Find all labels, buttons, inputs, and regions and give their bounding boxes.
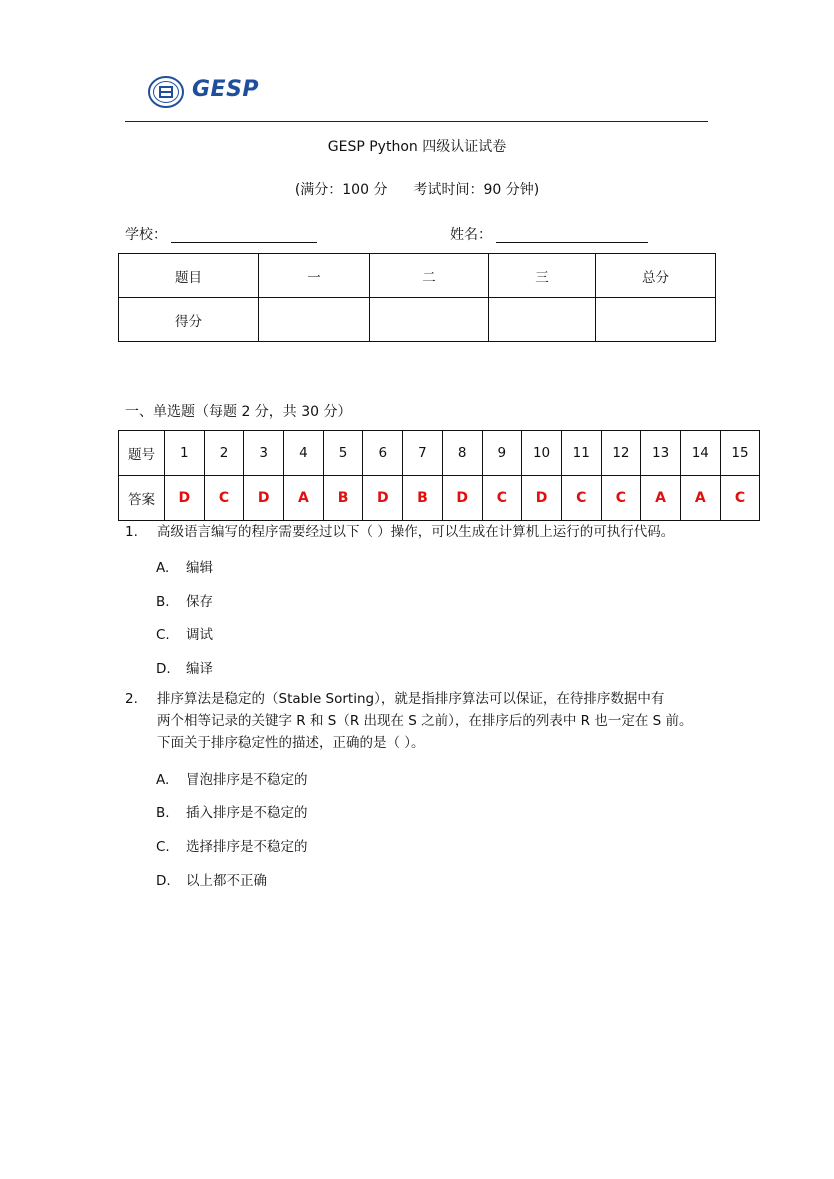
option-text: 调试 [186, 627, 213, 643]
answer-cell: D [522, 476, 562, 521]
question-number-cell: 11 [561, 431, 601, 476]
gesp-logo [148, 76, 268, 108]
question-text: 高级语言编写的程序需要经过以下（ ）操作，可以生成在计算机上运行的可执行代码。 [157, 524, 675, 540]
answer-cell: A [641, 476, 681, 521]
section-title: 一、单选题（每题 2 分，共 30 分） [125, 404, 352, 420]
answer-cell: C [561, 476, 601, 521]
score-table-header-row [119, 254, 716, 298]
question-number-cell: 8 [442, 431, 482, 476]
answer-row-label: 答案 [119, 476, 165, 521]
exam-subtitle [0, 179, 834, 199]
full-score: (满分：100 分 [294, 182, 388, 198]
score-cell[interactable] [259, 298, 370, 342]
school-label: 学校： [125, 227, 167, 243]
question-2 [125, 688, 693, 754]
answer-table [118, 430, 760, 521]
option-b[interactable] [156, 801, 308, 821]
answer-cell: C [720, 476, 760, 521]
option-letter: A. [156, 560, 170, 576]
option-letter: C. [156, 839, 170, 855]
question-number-cell: 5 [323, 431, 363, 476]
question-number-cell: 3 [244, 431, 284, 476]
school-field [125, 224, 317, 244]
score-cell[interactable] [370, 298, 489, 342]
name-label: 姓名： [450, 227, 492, 243]
question-number-cell: 1 [165, 431, 205, 476]
score-header-cell: 二 [370, 254, 489, 298]
option-text: 选择排序是不稳定的 [186, 839, 308, 855]
score-header-cell: 三 [489, 254, 596, 298]
score-header-cell: 题目 [119, 254, 259, 298]
question-number-cell: 15 [720, 431, 760, 476]
name-field [450, 224, 648, 244]
question-1 [125, 521, 674, 543]
question-number-cell: 4 [284, 431, 324, 476]
answer-cell: B [403, 476, 443, 521]
question-number-cell: 10 [522, 431, 562, 476]
name-blank[interactable] [496, 228, 648, 243]
option-text: 插入排序是不稳定的 [186, 805, 308, 821]
exam-time: 考试时间：90 分钟) [413, 182, 540, 198]
option-d[interactable] [156, 869, 267, 889]
option-text: 编辑 [186, 560, 213, 576]
option-c[interactable] [156, 623, 213, 643]
score-row-label: 得分 [119, 298, 259, 342]
school-blank[interactable] [171, 228, 317, 243]
question-number-cell: 12 [601, 431, 641, 476]
question-number: 1. [125, 524, 138, 540]
question-text-line: 排序算法是稳定的（Stable Sorting），就是指排序算法可以保证，在待排序数据中有 [157, 691, 665, 707]
option-d[interactable] [156, 657, 213, 677]
option-text: 以上都不正确 [186, 873, 267, 889]
answer-cell: C [601, 476, 641, 521]
question-text-line: 下面关于排序稳定性的描述，正确的是（ ）。 [157, 735, 425, 751]
number-row-label: 题号 [119, 431, 165, 476]
answer-cell: C [204, 476, 244, 521]
option-letter: C. [156, 627, 170, 643]
question-number: 2. [125, 691, 138, 707]
answer-cell: A [680, 476, 720, 521]
option-letter: B. [156, 805, 170, 821]
answer-row [119, 476, 760, 521]
seal-icon [148, 76, 184, 108]
option-text: 保存 [186, 594, 213, 610]
score-cell[interactable] [596, 298, 716, 342]
option-letter: B. [156, 594, 170, 610]
question-number-cell: 7 [403, 431, 443, 476]
answer-cell: D [363, 476, 403, 521]
score-table-score-row [119, 298, 716, 342]
score-header-cell: 总分 [596, 254, 716, 298]
score-table [118, 253, 716, 342]
logo-text: GESP [192, 77, 260, 102]
question-number-cell: 6 [363, 431, 403, 476]
question-number-cell: 9 [482, 431, 522, 476]
option-text: 编译 [186, 661, 213, 677]
option-a[interactable] [156, 556, 213, 576]
option-c[interactable] [156, 835, 308, 855]
answer-number-row [119, 431, 760, 476]
option-text: 冒泡排序是不稳定的 [186, 772, 308, 788]
option-letter: A. [156, 772, 170, 788]
answer-cell: D [244, 476, 284, 521]
answer-cell: D [165, 476, 205, 521]
answer-cell: B [323, 476, 363, 521]
exam-title: GESP Python 四级认证试卷 [327, 139, 507, 155]
score-cell[interactable] [489, 298, 596, 342]
score-header-cell: 一 [259, 254, 370, 298]
answer-cell: A [284, 476, 324, 521]
option-a[interactable] [156, 768, 308, 788]
option-letter: D. [156, 873, 171, 889]
question-number-cell: 2 [204, 431, 244, 476]
question-number-cell: 13 [641, 431, 681, 476]
question-text-line: 两个相等记录的关键字 R 和 S（R 出现在 S 之前），在排序后的列表中 R 也一定在 S 前。 [157, 713, 693, 729]
option-letter: D. [156, 661, 171, 677]
answer-cell: D [442, 476, 482, 521]
question-number-cell: 14 [680, 431, 720, 476]
header-divider [125, 121, 708, 122]
answer-cell: C [482, 476, 522, 521]
option-b[interactable] [156, 590, 213, 610]
